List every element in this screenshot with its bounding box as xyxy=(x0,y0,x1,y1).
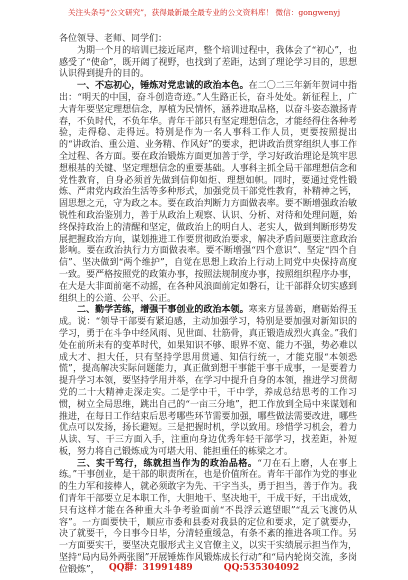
intro-paragraph: 为期一个月的培训已接近尾声，整个培训过程中，我体会了“初心”，也感受了“使命”，既开阔了视野，也找到了差距，达到了理论学习目的，思想认识得到提升的目的。 xyxy=(59,45,357,80)
section-3-heading: 三、实干笃行，练就担当作为的政治品格。 xyxy=(77,458,258,469)
qq-number: QQ:535304092 xyxy=(223,563,300,573)
salutation: 各位领导、老师、同学们： xyxy=(59,34,168,44)
section-3-text: “刀在石上磨，人在事上练。”干事创业，是干部的职责所在，也是价值所在。青年干部作为党的事业的生力军和接棒人，就必须敢字为先、干字当头，勇于担当，善于作为。我们青年干部要立足本职工作，大胆地干、坚决地干，干成干好，干出成效，只有这样才能在各种重大斗争考验面前“不畏浮云遮望眼”“乱云飞渡仍从容”。一方面要快干，顺应市委和县委对我县的定位和要求，定了就要办，决了就要干，今日事今日毕，分清轻重缓急，有条不紊的推进各项工作。另一方面要实干，要坚决克服形式主义官僚主义，以实干实绩展示担当作为，坚持“局内局外两张图”开展锤炼作风锻炼成长行动”和“局内轮岗交流，多岗位锻炼”， xyxy=(59,458,357,575)
section-2-paragraph xyxy=(59,305,357,458)
section-1-text: 在二〇二三年新年贺词中指出：“明天的中国，奋斗创造奇迹。”人生路正长，奋斗处处。新征程上，广大青年要坚定理想信念，厚植为民情怀，涵养进取品格，以奋斗姿态激扬青春，不负时代，不负年华。青年干部只有坚定理想信念，才能经得住各种考验，走得稳、走得远。特别是作为一名人事科工作人员，更要按照提出的“讲政治、重公道、业务精、作风好”的要求，把讲政治贯穿组织人事工作全过程、各方面。要在政治锻炼方面更加善于学，学习好政治理论是筑牢思想根基的关键、坚定理想信念的重要基础。人事科主抓全局干部理想信念和党性教育，自身必须首先做到信仰如炬、理想如帜。同时，要通过党性锻炼、严肃党内政治生活等多种形式，加强党员干部党性教育，补精神之钙，固思想之元，守为政之本。要在政治判断力方面做表率。要不断增强政治敏锐性和政治鉴别力，善于从政治上观察、认识、分析、对待和处理问题，始终保持政治上的清醒和坚定，做政治上的明白人、老实人，做到判断形势发展把握政治方向，谋划推进工作要贯彻政治要求，解决矛盾问题要注意政治影响。要在政治执行力方面做表率。要不断增强“四个意识”、坚定“四个自信”、坚决做到“两个维护”，自觉在思想上政治上行动上同党中央保持高度一致。要严格按照党的政策办事，按照法规制度办事，按照组织程序办事，在大是大非面前毫不动摇，在各种风浪面前定如磐石，让干部群众切实感到组织上的公道、公平、公正。 xyxy=(59,81,357,304)
contact-footer xyxy=(0,562,408,574)
promo-header-text: 关注头条号“公文研究”，获得最新最全最专业的公文资料库！ 微信：gongwenyj xyxy=(67,8,341,17)
section-1-heading: 一、不忘初心，锤炼对党忠诚的政治本色。 xyxy=(77,81,249,92)
section-2-text: 寒来方显善砺，磨砺始得玉成。说：“领导干部要有紧迫感，主动加强学习，特别是要加强对新知识的学习，勇于在斗争中经风雨、见世面、壮筋骨，真正锻造成烈火真金。”我们处在前所未有的变革时代，如果知识不够、眼界不宽、能力不强，势必难以成大才、担大任，只有坚持学思用贯通、知信行统一，才能克服“本领恐慌”，提高解决实际问题能力，真正做到想干事能干事干成事，一是要着力提升学习本领，要坚持学用并举，在学习中提升自身的本领，推进学习贯彻党的二十大精神走深走实。二是学中干，干中学，养成总结思考的工作习惯，树立全局思维，跳出自己的“一亩三分地”，把工作放到全局中来谋划和推进，在每日工作结束后思考哪些环节需要加强，哪些做法需要改进，哪些优点可以发扬，扬长避短。三是把握时机，学以致用。珍惜学习机会，着力从读、写、干三方面入手，注重向身边优秀年轻干部学习，找差距，补短板，努力将自己锻炼成为可堪大用、能担重任的栋梁之才。 xyxy=(59,305,357,457)
section-2-heading: 二、勤学苦练，增强干事创业的政治本领。 xyxy=(77,305,249,316)
qq-group-number: QQ群：31991489 xyxy=(108,563,193,573)
section-3-paragraph xyxy=(59,459,357,577)
section-1-paragraph xyxy=(59,81,357,305)
promo-header xyxy=(0,8,408,18)
